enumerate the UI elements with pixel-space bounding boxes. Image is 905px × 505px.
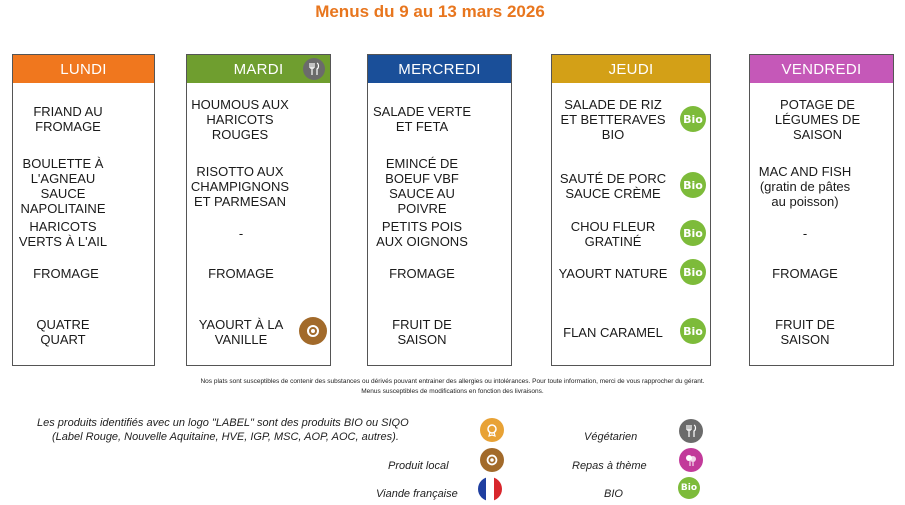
menu-item: HARICOTS VERTS À L'AIL (18, 219, 108, 249)
day-header: LUNDI (13, 55, 154, 83)
menu-item: YAOURT À LA VANILLE (198, 317, 284, 347)
menu-item: HOUMOUS AUX HARICOTS ROUGES (191, 97, 289, 142)
local-product-icon (299, 317, 327, 345)
legend-theme: Repas à thème (572, 460, 647, 472)
menu-item: SAUTÉ DE PORC SAUCE CRÈME (559, 171, 667, 201)
menu-item: - (238, 226, 244, 241)
day-header: VENDREDI (750, 55, 893, 83)
legend-bio: BIO (604, 488, 623, 500)
menu-item: YAOURT NATURE (558, 266, 668, 281)
bio-icon: Bio (680, 318, 706, 344)
bio-icon: Bio (680, 172, 706, 198)
menu-item: SALADE DE RIZ ET BETTERAVES BIO (560, 97, 666, 142)
menu-item: MAC AND FISH (gratin de pâtes au poisson) (758, 164, 852, 209)
legend-local: Produit local (388, 460, 449, 472)
menu-item: FROMAGE (208, 266, 274, 281)
legend-label-line2: (Label Rouge, Nouvelle Aquitaine, HVE, IGP, MSC, AOP, AOC, autres). (52, 431, 399, 443)
french-flag-icon (478, 477, 502, 501)
day-column-lundi (12, 54, 155, 366)
menu-item: FLAN CARAMEL (563, 325, 663, 340)
bio-icon: Bio (680, 106, 706, 132)
menu-item: CHOU FLEUR GRATINÉ (570, 219, 656, 249)
legend-french-meat: Viande française (376, 488, 458, 500)
label-icon (480, 418, 504, 442)
allergy-note: Nos plats sont susceptibles de contenir des substances ou dérivés pouvant entrainer des allergies ou intolérances. Pour toute information, merci de vous rapprocher du gérant. (200, 378, 705, 385)
menu-item: SALADE VERTE ET FETA (372, 104, 472, 134)
menu-item: PETITS POIS AUX OIGNONS (376, 219, 468, 249)
menu-item: - (802, 226, 808, 241)
theme-meal-icon (679, 448, 703, 472)
bio-icon: Bio (680, 220, 706, 246)
menu-item: FROMAGE (389, 266, 455, 281)
day-header-label: MARDI (233, 60, 284, 78)
day-header: JEUDI (552, 55, 710, 83)
menu-item: POTAGE DE LÉGUMES DE SAISON (774, 97, 861, 142)
legend-vegetarian: Végétarien (584, 431, 638, 443)
day-column-vendredi (749, 54, 894, 366)
menu-item: FRUIT DE SAISON (775, 317, 835, 347)
local-product-icon (480, 448, 504, 472)
menu-item: FRUIT DE SAISON (392, 317, 452, 347)
legend-label-text (37, 416, 409, 444)
delivery-note: Menus susceptibles de modifications en fonction des livraisons. (361, 388, 544, 395)
menu-item: FRIAND AU FROMAGE (33, 104, 103, 134)
menu-item: BOULETTE À L'AGNEAU SAUCE NAPOLITAINE (20, 156, 106, 216)
legend-label-line1: Les produits identifiés avec un logo "LABEL" sont des produits BIO ou SIQO (37, 417, 409, 429)
menu-item: FROMAGE (33, 266, 99, 281)
day-column-mercredi (367, 54, 512, 366)
vegetarian-icon (679, 419, 703, 443)
day-column-mardi (186, 54, 331, 366)
bio-icon: Bio (680, 259, 706, 285)
menu-item: EMINCÉ DE BOEUF VBF SAUCE AU POIVRE (385, 156, 459, 216)
bio-icon: Bio (678, 477, 700, 499)
day-header: MERCREDI (368, 55, 511, 83)
page-title: Menus du 9 au 13 mars 2026 (315, 2, 545, 21)
menu-item: FROMAGE (772, 266, 838, 281)
menu-item: QUATRE QUART (36, 317, 90, 347)
menu-item: RISOTTO AUX CHAMPIGNONS ET PARMESAN (190, 164, 290, 209)
vegetarian-icon (303, 58, 325, 80)
day-column-jeudi (551, 54, 711, 366)
